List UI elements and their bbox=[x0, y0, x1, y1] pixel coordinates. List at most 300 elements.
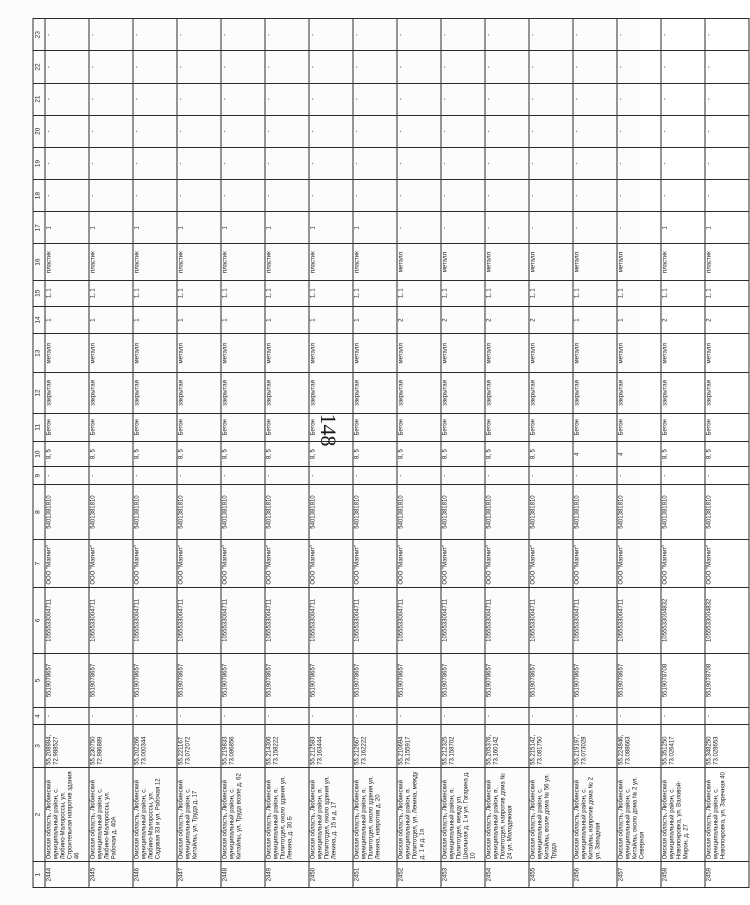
table-cell: 8, 5 bbox=[441, 441, 485, 467]
table-cell: - bbox=[661, 115, 705, 147]
column-number-header: 23 bbox=[33, 18, 45, 50]
table-cell: - bbox=[661, 179, 705, 211]
table-cell: 5519078657 bbox=[617, 653, 661, 707]
table-cell: - bbox=[573, 211, 617, 243]
table-cell: 2453 bbox=[441, 861, 485, 887]
table-cell: 5401381810 bbox=[221, 484, 265, 540]
table-cell: Омская область, Любинский муниципальный район, с. Китайлы, возле дома № 56 ул. Труда bbox=[529, 767, 573, 861]
table-cell: - bbox=[89, 147, 133, 179]
table-cell: 8, 5 bbox=[177, 441, 221, 467]
table-cell: Омская область, Любинский муниципальный район, п. Политотдел, между ул. Школьная д. 1 и ул. Гагарина д. 10 bbox=[441, 767, 485, 861]
table-cell: - bbox=[485, 50, 529, 82]
table-cell: - bbox=[485, 179, 529, 211]
table-cell: 8, 5 bbox=[133, 441, 177, 467]
table-cell: - bbox=[617, 179, 661, 211]
table-cell: ООО "Магнит" bbox=[617, 539, 661, 586]
table-cell: - bbox=[45, 115, 89, 147]
table-cell: 5519078657 bbox=[441, 653, 485, 707]
table-cell: - bbox=[573, 467, 617, 484]
column-number-header: 17 bbox=[33, 211, 45, 243]
table-cell: 1, 1 bbox=[177, 280, 221, 306]
table-row bbox=[265, 18, 309, 887]
table-cell: - bbox=[661, 707, 705, 724]
table-cell: Омская область, Любинский муниципальный район, п. Политотдел, напротив дома № 24 ул. Молодежная bbox=[485, 767, 529, 861]
table-cell: 1 bbox=[661, 211, 705, 243]
table-cell: - bbox=[309, 115, 353, 147]
table-cell: - bbox=[45, 83, 89, 115]
table-cell: - bbox=[705, 18, 749, 50]
column-number-header: 9 bbox=[33, 467, 45, 484]
table-cell: 1055533004711 bbox=[353, 587, 397, 654]
table-cell: ООО "Магнит" bbox=[221, 539, 265, 586]
table-cell: 1055533004711 bbox=[89, 587, 133, 654]
table-cell: закрытая bbox=[353, 372, 397, 413]
table-cell: - bbox=[309, 147, 353, 179]
table-cell: 5519078657 bbox=[133, 653, 177, 707]
table-cell: пластик bbox=[45, 243, 89, 279]
table-cell: - bbox=[221, 18, 265, 50]
column-number-header: 2 bbox=[33, 767, 45, 861]
column-number-header: 22 bbox=[33, 50, 45, 82]
table-cell: закрытая bbox=[45, 372, 89, 413]
table-cell: - bbox=[441, 147, 485, 179]
column-number-header: 14 bbox=[33, 306, 45, 334]
table-cell: 2452 bbox=[397, 861, 441, 887]
table-cell: 2449 bbox=[265, 861, 309, 887]
table-cell: пластик bbox=[221, 243, 265, 279]
table-cell: ООО "Магнит" bbox=[309, 539, 353, 586]
table-cell: 2446 bbox=[133, 861, 177, 887]
table-cell: - bbox=[617, 147, 661, 179]
table-cell: Бетон bbox=[441, 413, 485, 441]
table-cell: 1, 1 bbox=[661, 280, 705, 306]
table-row bbox=[133, 18, 177, 887]
table-cell: - bbox=[485, 211, 529, 243]
table-row bbox=[221, 18, 265, 887]
table-cell: пластик bbox=[133, 243, 177, 279]
table-cell: - bbox=[177, 115, 221, 147]
table-row bbox=[661, 18, 705, 887]
table-cell: 2447 bbox=[177, 861, 221, 887]
table-cell: 1 bbox=[177, 306, 221, 334]
table-cell: 2450 bbox=[309, 861, 353, 887]
table-cell: - bbox=[617, 83, 661, 115]
table-cell: 1055533004711 bbox=[529, 587, 573, 654]
table-cell: - bbox=[177, 50, 221, 82]
table-cell: 5519078657 bbox=[221, 653, 265, 707]
table-cell: 4 bbox=[573, 441, 617, 467]
table-cell: - bbox=[221, 83, 265, 115]
table-cell: 2455 bbox=[529, 861, 573, 887]
table-cell: - bbox=[661, 50, 705, 82]
table-cell: - bbox=[221, 147, 265, 179]
table-cell: металл bbox=[265, 334, 309, 373]
table-cell: - bbox=[705, 179, 749, 211]
table-cell: металл bbox=[529, 243, 573, 279]
table-cell: - bbox=[661, 83, 705, 115]
table-row bbox=[485, 18, 529, 887]
table-cell: Бетон bbox=[529, 413, 573, 441]
table-cell: - bbox=[133, 707, 177, 724]
table-cell: 5401381810 bbox=[353, 484, 397, 540]
table-cell: 2 bbox=[661, 306, 705, 334]
table-cell: 5401381810 bbox=[661, 484, 705, 540]
table-cell: закрытая bbox=[441, 372, 485, 413]
table-cell: ООО "Магнит" bbox=[133, 539, 177, 586]
table-cell: - bbox=[265, 83, 309, 115]
table-cell: 55.208984, 72.988527 bbox=[45, 724, 89, 767]
table-cell: - bbox=[661, 467, 705, 484]
table-cell: - bbox=[265, 18, 309, 50]
table-cell: 1 bbox=[309, 306, 353, 334]
table-cell: - bbox=[397, 147, 441, 179]
table-cell: Бетон bbox=[177, 413, 221, 441]
column-number-header: 11 bbox=[33, 413, 45, 441]
table-row bbox=[177, 18, 221, 887]
column-number-header: 21 bbox=[33, 83, 45, 115]
table-cell: 1055533004832 bbox=[661, 587, 705, 654]
table-cell: ООО "Магнит" bbox=[705, 539, 749, 586]
table-cell: пластик bbox=[265, 243, 309, 279]
table-cell: 1055533004711 bbox=[441, 587, 485, 654]
table-cell: - bbox=[397, 18, 441, 50]
table-cell: ООО "Магнит" bbox=[573, 539, 617, 586]
table-cell: - bbox=[89, 18, 133, 50]
table-cell: 1 bbox=[309, 211, 353, 243]
table-cell: - bbox=[573, 179, 617, 211]
table-cell: 5519078657 bbox=[353, 653, 397, 707]
table-cell: - bbox=[529, 83, 573, 115]
table-cell: 8, 5 bbox=[221, 441, 265, 467]
table-row bbox=[45, 18, 89, 887]
table-cell: Бетон bbox=[45, 413, 89, 441]
table-cell: - bbox=[441, 467, 485, 484]
table-cell: 5401381810 bbox=[617, 484, 661, 540]
table-cell: - bbox=[485, 83, 529, 115]
table-cell: - bbox=[89, 115, 133, 147]
table-cell: пластик bbox=[89, 243, 133, 279]
table-cell: - bbox=[353, 467, 397, 484]
table-cell: Бетон bbox=[133, 413, 177, 441]
table-row bbox=[441, 18, 485, 887]
table-cell: 55.219833 73.086856 bbox=[221, 724, 265, 767]
table-cell: - bbox=[353, 115, 397, 147]
table-cell: 2 bbox=[441, 306, 485, 334]
table-cell: 1055533004711 bbox=[45, 587, 89, 654]
table-cell: 2445 bbox=[89, 861, 133, 887]
table-cell: 1055533004711 bbox=[177, 587, 221, 654]
table-cell: 55.215142, 73.081750 bbox=[529, 724, 573, 767]
table-cell: 5401381810 bbox=[177, 484, 221, 540]
table-row bbox=[353, 18, 397, 887]
column-number-header: 6 bbox=[33, 587, 45, 654]
table-cell: 4 bbox=[617, 441, 661, 467]
table-cell: металл bbox=[573, 243, 617, 279]
table-cell: 2458 bbox=[661, 861, 705, 887]
table-cell: Бетон bbox=[617, 413, 661, 441]
table-cell: 2 bbox=[397, 306, 441, 334]
table-cell: - bbox=[529, 467, 573, 484]
table-cell: 5401381810 bbox=[133, 484, 177, 540]
table-cell: 1055533004711 bbox=[309, 587, 353, 654]
table-cell: - bbox=[221, 179, 265, 211]
table-cell: - bbox=[133, 147, 177, 179]
table-cell: - bbox=[221, 707, 265, 724]
table-cell: 2 bbox=[529, 306, 573, 334]
table-cell: - bbox=[529, 50, 573, 82]
table-cell: 1 bbox=[353, 306, 397, 334]
table-cell: Омская область, Любинский муниципальный район, с. Любино-Малороссы, ул. Рабочая д. 40А bbox=[89, 767, 133, 861]
table-cell: - bbox=[45, 147, 89, 179]
table-cell: - bbox=[309, 707, 353, 724]
table-cell: - bbox=[177, 18, 221, 50]
column-number-header: 5 bbox=[33, 653, 45, 707]
table-cell: - bbox=[133, 18, 177, 50]
table-cell: - bbox=[441, 83, 485, 115]
table-cell: - bbox=[133, 50, 177, 82]
table-cell: 1055533004711 bbox=[397, 587, 441, 654]
table-cell: 55.205376, 73.160142 bbox=[485, 724, 529, 767]
table-cell: пластик bbox=[309, 243, 353, 279]
column-number-header: 4 bbox=[33, 707, 45, 724]
table-cell: металл bbox=[309, 334, 353, 373]
table-cell: 55.224846, 73.088663 bbox=[617, 724, 661, 767]
table-cell: Бетон bbox=[265, 413, 309, 441]
table-cell: 55.212583 73.163444 bbox=[309, 724, 353, 767]
table-cell: - bbox=[485, 147, 529, 179]
table-cell: закрытая bbox=[617, 372, 661, 413]
table-cell: - bbox=[529, 18, 573, 50]
table-cell: - bbox=[529, 707, 573, 724]
table-cell: пластик bbox=[177, 243, 221, 279]
table-cell: 5519078657 bbox=[177, 653, 221, 707]
table-cell: - bbox=[353, 179, 397, 211]
table-cell: - bbox=[353, 83, 397, 115]
table-cell: 1 bbox=[45, 211, 89, 243]
table-cell: 1, 1 bbox=[45, 280, 89, 306]
table-cell: 1 bbox=[573, 306, 617, 334]
column-number-header: 19 bbox=[33, 147, 45, 179]
table-cell: ООО "Магнит" bbox=[485, 539, 529, 586]
table-cell: 1 bbox=[177, 211, 221, 243]
table-cell: - bbox=[397, 707, 441, 724]
table-cell: - bbox=[705, 50, 749, 82]
column-number-header: 18 bbox=[33, 179, 45, 211]
table-cell: 1, 1 bbox=[617, 280, 661, 306]
table-cell: 1 bbox=[133, 211, 177, 243]
table-cell: 1 bbox=[265, 211, 309, 243]
table-cell: - bbox=[529, 179, 573, 211]
table-cell: - bbox=[485, 467, 529, 484]
table-cell: металл bbox=[177, 334, 221, 373]
table-cell: - bbox=[309, 467, 353, 484]
table-cell: 1, 1 bbox=[265, 280, 309, 306]
table-cell: 2451 bbox=[353, 861, 397, 887]
page-number: 148 bbox=[316, 413, 341, 447]
table-cell: 8, 5 bbox=[265, 441, 309, 467]
table-cell: - bbox=[265, 707, 309, 724]
table-cell: 5519078657 bbox=[529, 653, 573, 707]
table-cell: - bbox=[441, 50, 485, 82]
table-cell: Омская область, Любинский муниципальный район, п. Политотдел, около здания ул. Ленина, д. 30 Б bbox=[265, 767, 309, 861]
table-cell: металл bbox=[353, 334, 397, 373]
table-cell: 5401381810 bbox=[45, 484, 89, 540]
table-cell: - bbox=[705, 115, 749, 147]
table-row bbox=[397, 18, 441, 887]
column-number-header: 16 bbox=[33, 243, 45, 279]
table-cell: 5401381810 bbox=[89, 484, 133, 540]
table-cell: Омская область, Любинский муниципальный район, п. Политотдел, около здания ул. Ленина, д. 15 и д. 17 bbox=[309, 767, 353, 861]
table-cell: закрытая bbox=[397, 372, 441, 413]
table-cell: 55.351250 73.026417 bbox=[661, 724, 705, 767]
table-cell: 5401381810 bbox=[441, 484, 485, 540]
table-cell: 5519078657 bbox=[485, 653, 529, 707]
table-cell: - bbox=[177, 83, 221, 115]
table-cell: - bbox=[265, 115, 309, 147]
table-cell: Омская область, Любинский муниципальный район, п. Политотдел, ул. Ленина, между д. 1 и д. 1а bbox=[397, 767, 441, 861]
table-cell: - bbox=[617, 18, 661, 50]
table-cell: 1 bbox=[221, 211, 265, 243]
table-cell: Омская область, Любинский муниципальный район, с. Китайлы, около дома № 2 ул. Северная bbox=[617, 767, 661, 861]
column-number-header: 13 bbox=[33, 334, 45, 373]
table-cell: - bbox=[265, 50, 309, 82]
table-cell: - bbox=[397, 179, 441, 211]
table-cell: закрытая bbox=[89, 372, 133, 413]
table-cell: - bbox=[397, 50, 441, 82]
table-cell: 1, 1 bbox=[573, 280, 617, 306]
table-cell: 5401381810 bbox=[573, 484, 617, 540]
table-cell: Бетон bbox=[485, 413, 529, 441]
table-cell: - bbox=[353, 707, 397, 724]
table-cell: 1055533004711 bbox=[573, 587, 617, 654]
table-cell: - bbox=[89, 83, 133, 115]
table-cell: - bbox=[661, 18, 705, 50]
table-cell: закрытая bbox=[177, 372, 221, 413]
table-cell: металл bbox=[441, 334, 485, 373]
table-cell: ООО "Магнит" bbox=[661, 539, 705, 586]
table-cell: - bbox=[221, 115, 265, 147]
table-cell: 1, 1 bbox=[133, 280, 177, 306]
table-cell: 5519078657 bbox=[309, 653, 353, 707]
table-cell: 1 bbox=[221, 306, 265, 334]
table-cell: Омская область, Любинский муниципальный район, с. Новопокровка, ул. Валовой-Мирон, д. 27 bbox=[661, 767, 705, 861]
table-cell: - bbox=[397, 115, 441, 147]
table-cell: 5519078657 bbox=[265, 653, 309, 707]
table-cell: - bbox=[441, 18, 485, 50]
table-cell: - bbox=[89, 179, 133, 211]
table-cell: закрытая bbox=[309, 372, 353, 413]
table-cell: закрытая bbox=[705, 372, 749, 413]
table-cell: металл bbox=[221, 334, 265, 373]
table-cell: - bbox=[485, 115, 529, 147]
table-cell: Бетон bbox=[573, 413, 617, 441]
table-row bbox=[573, 18, 617, 887]
column-number-header: 10 bbox=[33, 441, 45, 467]
table-cell: - bbox=[133, 179, 177, 211]
table-cell: - bbox=[89, 707, 133, 724]
table-cell: 1055533004711 bbox=[221, 587, 265, 654]
table-cell: - bbox=[705, 707, 749, 724]
table-cell: 5519078657 bbox=[89, 653, 133, 707]
table-cell: 1, 1 bbox=[309, 280, 353, 306]
table-cell: - bbox=[485, 707, 529, 724]
table-cell: 5401381810 bbox=[529, 484, 573, 540]
table-cell: 2 bbox=[705, 306, 749, 334]
table-cell: - bbox=[573, 707, 617, 724]
table-cell: металл bbox=[485, 334, 529, 373]
table-cell: - bbox=[353, 147, 397, 179]
table-row bbox=[617, 18, 661, 887]
table-cell: Омская область, Любинский муниципальный район, с. Китайлы, ул. Труда д. 17 bbox=[177, 767, 221, 861]
table-cell: - bbox=[221, 467, 265, 484]
table-cell: - bbox=[89, 50, 133, 82]
column-number-header: 8 bbox=[33, 484, 45, 540]
table-cell: 5401381810 bbox=[309, 484, 353, 540]
table-cell: Бетон bbox=[89, 413, 133, 441]
table-body bbox=[33, 18, 749, 887]
table-cell: 1, 1 bbox=[441, 280, 485, 306]
table-cell: металл bbox=[529, 334, 573, 373]
table-cell: - bbox=[397, 83, 441, 115]
register-table bbox=[33, 18, 750, 888]
table-cell: металл bbox=[133, 334, 177, 373]
table-cell: пластик bbox=[353, 243, 397, 279]
table-cell: - bbox=[45, 467, 89, 484]
table-cell: - bbox=[705, 83, 749, 115]
table-cell: - bbox=[265, 179, 309, 211]
table-cell: - bbox=[397, 467, 441, 484]
table-cell: 8, 5 bbox=[661, 441, 705, 467]
column-number-header: 3 bbox=[33, 724, 45, 767]
table-cell: 1 bbox=[89, 306, 133, 334]
table-cell: - bbox=[177, 147, 221, 179]
table-cell: 55.348250 73.028653 bbox=[705, 724, 749, 767]
table-cell: Омская область, Любинский муниципальный район, с. Любино-Малороссы, ул. Садовая 33 и ул. Рабочая 12 bbox=[133, 767, 177, 861]
table-cell: - bbox=[573, 50, 617, 82]
table-cell: - bbox=[45, 707, 89, 724]
table-cell: металл bbox=[617, 334, 661, 373]
table-cell: 1, 1 bbox=[485, 280, 529, 306]
table-cell: 1, 1 bbox=[89, 280, 133, 306]
table-cell: 1, 1 bbox=[353, 280, 397, 306]
table-cell: - bbox=[485, 18, 529, 50]
table-cell: 8, 5 bbox=[309, 441, 353, 467]
table-cell: 2457 bbox=[617, 861, 661, 887]
table-cell: - bbox=[265, 147, 309, 179]
table-cell: ООО "Магнит" bbox=[441, 539, 485, 586]
table-cell: закрытая bbox=[573, 372, 617, 413]
table-cell: 8, 5 bbox=[397, 441, 441, 467]
table-cell: 55.221167 73.072072 bbox=[177, 724, 221, 767]
table-cell: - bbox=[617, 50, 661, 82]
table-cell: - bbox=[441, 179, 485, 211]
table-cell: закрытая bbox=[133, 372, 177, 413]
table-cell: 55.212325 73.158702 bbox=[441, 724, 485, 767]
table-cell: 1 bbox=[705, 211, 749, 243]
table-cell: ООО "Магнит" bbox=[397, 539, 441, 586]
table-cell: металл bbox=[397, 334, 441, 373]
table-cell: 5401381810 bbox=[705, 484, 749, 540]
table-cell: - bbox=[705, 467, 749, 484]
table-cell: ООО "Магнит" bbox=[89, 539, 133, 586]
table-cell: 55.230750 72.986889 bbox=[89, 724, 133, 767]
table-cell: - bbox=[89, 467, 133, 484]
table-cell: металл bbox=[705, 334, 749, 373]
table-cell: 1 bbox=[265, 306, 309, 334]
table-row bbox=[309, 18, 353, 887]
table-cell: 55.214306 73.158222 bbox=[265, 724, 309, 767]
table-cell: 55.212667 73.162222 bbox=[353, 724, 397, 767]
